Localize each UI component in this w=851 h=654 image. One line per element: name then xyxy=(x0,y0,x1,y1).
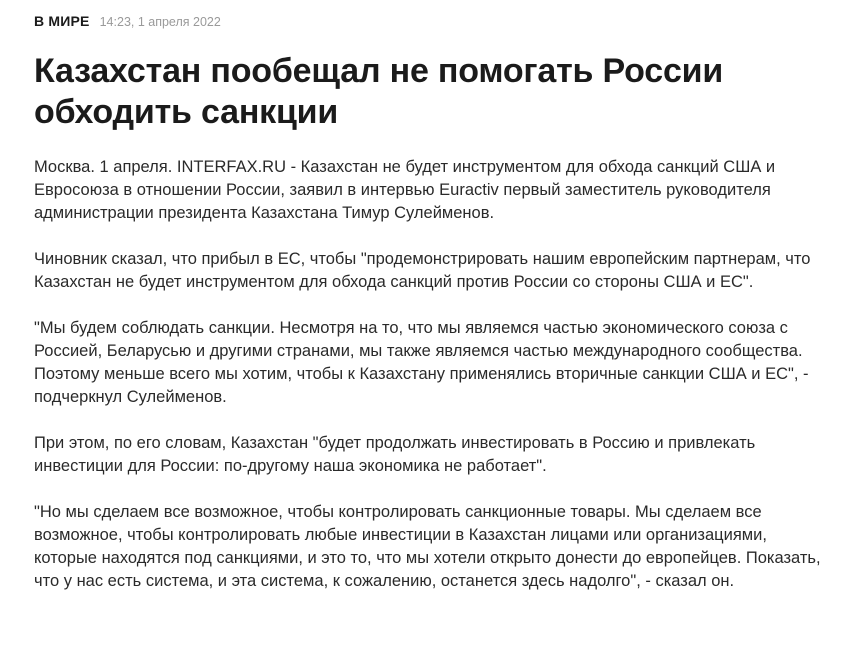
article-title: Казахстан пообещал не помогать России обходить санкции xyxy=(34,52,724,131)
article xyxy=(34,0,824,616)
article-body xyxy=(34,156,824,593)
article-meta xyxy=(34,13,824,33)
article-paragraph: Чиновник сказал, что прибыл в ЕС, чтобы "продемонстрировать нашим европейским партнерам, что Казахстан не будет инструментом для обхода санкций против России со стороны США и ЕС". xyxy=(34,250,811,291)
article-paragraph: "Мы будем соблюдать санкции. Несмотря на то, что мы являемся частью экономического союза с Россией, Беларусью и другими странами, мы также являемся частью международного сообщества. Поэтому меньше всего мы хотим, чтобы к Казахстану применялись вторичные санкции США и ЕС", - подчеркнул Сулейменов. xyxy=(34,319,809,406)
article-paragraph: При этом, по его словам, Казахстан "будет продолжать инвестировать в Россию и привлекать инвестиции для России: по-другому наша экономика не работает". xyxy=(34,434,756,475)
rubric-link[interactable]: В МИРЕ xyxy=(34,13,90,29)
publish-date: 14:23, 1 апреля 2022 xyxy=(99,15,221,29)
article-paragraph: Москва. 1 апреля. INTERFAX.RU - Казахстан не будет инструментом для обхода санкций США и Евросоюза в отношении России, заявил в интервью Euractiv первый заместитель руководителя администрации президента Казахстана Тимур Сулейменов. xyxy=(34,158,776,222)
article-paragraph: "Но мы сделаем все возможное, чтобы контролировать санкционные товары. Мы сделаем все возможное, чтобы контролировать любые инвестиции в Казахстан лицами или организациями, которые находятся под санкциями, и это то, что мы хотели открыто донести до европейцев. Показать, что у нас есть система, и эта система, к сожалению, останется здесь надолго", - сказал он. xyxy=(34,503,821,590)
